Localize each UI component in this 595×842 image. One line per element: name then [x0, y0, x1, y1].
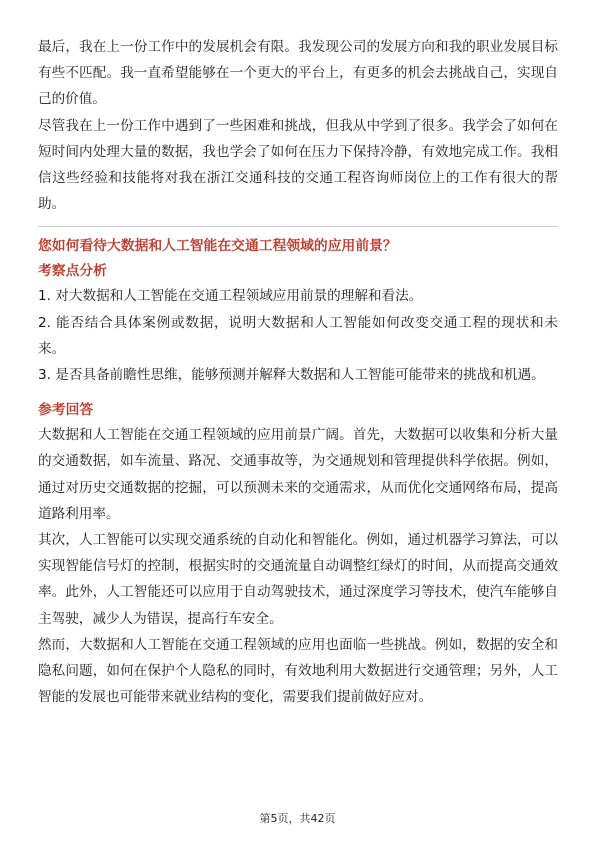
intro-paragraph-2: 尽管我在上一份工作中遇到了一些困难和挑战，但我从中学到了很多。我学会了如何在短时间内处理大量的数据，我也学会了如何在压力下保持冷静，有效地完成工作。我相信这些经验和技能将对我在浙江交通科技的交通工程咨询师岗位上的工作有很大的帮助。: [38, 117, 558, 213]
question-heading: 您如何看待大数据和人工智能在交通工程领域的应用前景？: [38, 238, 397, 255]
section-gap: [38, 388, 558, 398]
answer-paragraph-2: 其次，人工智能可以实现交通系统的自动化和智能化。例如，通过机器学习算法，可以实现智能信号灯的控制，根据实时的交通流量自动调整红绿灯的时间，从而提高交通效率。此外，人工智能还可以应用于自动驾驶技术，通过深度学习等技术，使汽车能够自主驾驶，减少人为错误，提高行车安全。: [38, 532, 558, 627]
answer-label: 参考回答: [38, 402, 94, 419]
analysis-item-1: 1. 对大数据和人工智能在交通工程领域应用前景的理解和看法。: [38, 288, 423, 305]
analysis-label: 考察点分析: [38, 263, 107, 280]
answer-paragraph-3: 然而，大数据和人工智能在交通工程领域的应用也面临一些挑战。例如，数据的安全和隐私问题，如何在保护个人隐私的同时，有效地利用大数据进行交通管理；另外，人工智能的发展也可能带来就业结构的变化，需要我们提前做好应对。: [38, 636, 558, 706]
intro-paragraph-1: 最后，我在上一份工作中的发展机会有限。我发现公司的发展方向和我的职业发展目标有些不匹配。我一直希望能够在一个更大的平台上，有更多的机会去挑战自己，实现自己的价值。: [38, 39, 558, 108]
section-divider: [38, 226, 558, 227]
answer-paragraph-1: 大数据和人工智能在交通工程领域的应用前景广阔。首先，大数据可以收集和分析大量的交通数据，如车流量、路况、交通事故等，为交通规划和管理提供科学依据。例如，通过对历史交通数据的挖掘，可以预测未来的交通需求，从而优化交通网络布局，提高道路利用率。: [38, 427, 558, 522]
analysis-item-2: 2. 能否结合具体案例或数据，说明大数据和人工智能如何改变交通工程的现状和未来。: [38, 314, 558, 357]
page-number: 第5页，共42页: [259, 812, 336, 825]
analysis-item-3: 3. 是否具备前瞻性思维，能够预测并解释大数据和人工智能可能带来的挑战和机遇。: [38, 367, 545, 384]
document-body: [38, 34, 558, 710]
